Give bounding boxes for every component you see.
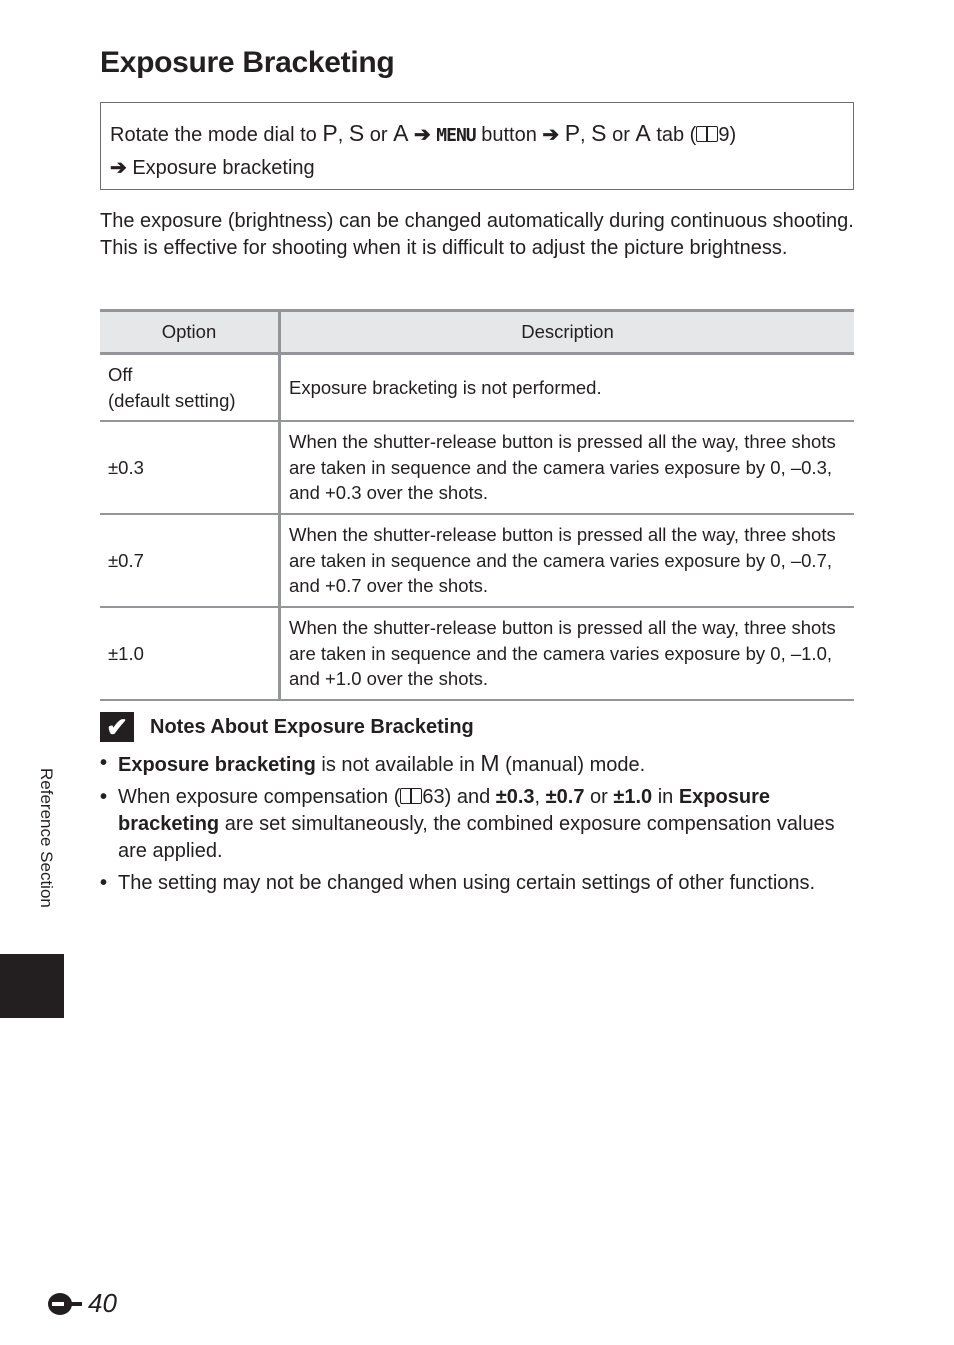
option-cell: ±0.7 — [100, 514, 280, 607]
description-cell: When the shutter-release button is pressed all the way, three shots are taken in sequence and the camera varies exposure by 0, –1.0, and +1.0 over the shots. — [280, 607, 855, 700]
note-text: When exposure compensation ( — [118, 786, 401, 808]
mode-s-symbol: S — [591, 120, 607, 146]
path-text: button — [475, 124, 543, 146]
option-label: (default setting) — [108, 389, 236, 411]
section-tab-marker — [0, 954, 64, 1018]
bold-term: ±0.3 — [495, 786, 535, 808]
path-final-item: Exposure bracketing — [126, 157, 315, 179]
page-reference: 9) — [718, 124, 737, 146]
bold-term: ±1.0 — [613, 786, 653, 808]
note-text: or — [584, 786, 614, 808]
arrow-icon: ➔ — [110, 157, 127, 179]
mode-m-symbol: M — [480, 750, 500, 776]
list-item — [100, 750, 860, 779]
note-text: , — [534, 786, 546, 808]
column-header-description: Description — [280, 311, 855, 354]
mode-s-symbol: S — [348, 120, 365, 146]
description-cell: When the shutter-release button is pressed all the way, three shots are taken in sequence and the camera varies exposure by 0, –0.7, and +0.7 over the shots. — [280, 514, 855, 607]
notes-heading — [100, 712, 474, 742]
table-row — [100, 514, 854, 607]
bold-term: Exposure bracketing — [118, 754, 316, 776]
menu-path-box — [100, 102, 854, 190]
arrow-icon: ➔ — [408, 124, 437, 146]
path-separator: or — [606, 124, 636, 146]
list-item — [100, 784, 860, 865]
menu-button-icon: MENU — [436, 125, 476, 146]
note-text: is not available in — [315, 754, 481, 776]
mode-a-symbol: A — [393, 120, 409, 146]
description-cell: Exposure bracketing is not performed. — [280, 354, 855, 422]
option-cell: ±1.0 — [100, 607, 280, 700]
path-separator: , — [580, 124, 592, 146]
option-label: Off — [108, 364, 133, 385]
book-reference-icon — [400, 788, 422, 804]
mode-a-symbol: A — [635, 120, 651, 146]
note-text: in — [652, 786, 679, 808]
path-separator: or — [364, 124, 394, 146]
section-side-label: Reference Section — [37, 768, 56, 908]
path-separator: , — [337, 124, 349, 146]
note-text: are set simultaneously, the combined exposure compensation values are applied. — [118, 813, 835, 862]
book-reference-icon — [696, 126, 718, 142]
page-title: Exposure Bracketing — [100, 46, 395, 79]
note-text: (manual) mode. — [499, 754, 646, 776]
option-cell — [100, 354, 280, 422]
page-number-text: 40 — [88, 1288, 117, 1318]
table-row — [100, 421, 854, 514]
option-cell: ±0.3 — [100, 421, 280, 514]
arrow-icon: ➔ — [542, 124, 565, 146]
column-header-option: Option — [100, 311, 280, 354]
notes-list — [100, 750, 860, 902]
path-text: tab ( — [650, 124, 697, 146]
page-number — [46, 1288, 117, 1319]
table-row — [100, 354, 854, 422]
list-item: • The setting may not be changed when using certain settings of other functions. — [100, 870, 860, 897]
table-row — [100, 607, 854, 700]
intro-paragraph: The exposure (brightness) can be changed automatically during continuous shooting. This is effective for shooting when it is difficult to adjust the picture brightness. — [100, 210, 854, 259]
mode-p-symbol: P — [564, 120, 581, 146]
bold-term: Exposure bracketing — [118, 786, 770, 835]
description-cell: When the shutter-release button is pressed all the way, three shots are taken in sequence and the camera varies exposure by 0, –0.3, and +0.3 over the shots. — [280, 421, 855, 514]
notes-heading-text: Notes About Exposure Bracketing — [150, 715, 474, 738]
path-text: Rotate the mode dial to — [110, 124, 323, 146]
mode-p-symbol: P — [322, 120, 338, 146]
reference-e-icon — [46, 1290, 86, 1318]
options-table — [100, 309, 854, 701]
bold-term: ±0.7 — [545, 786, 585, 808]
page-reference: 63) and — [422, 786, 496, 808]
checkmark-icon: ✔ — [100, 712, 134, 742]
